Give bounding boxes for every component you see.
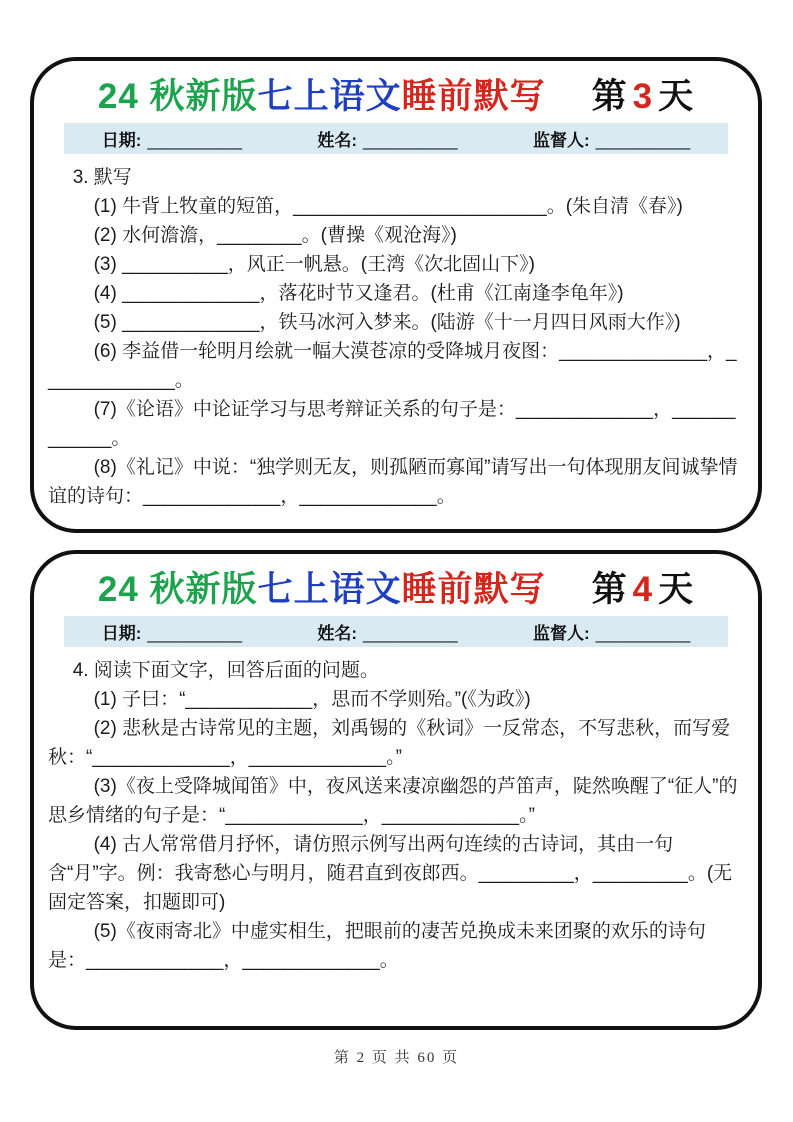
title-grade-subject: 七上语文 <box>257 77 402 116</box>
day-suffix: 天 <box>658 570 695 609</box>
question-item: (1) 牛背上牧童的短笛，________________________。(朱自清《春》) <box>93 196 683 217</box>
section-heading: 4. 阅读下面文字，回答后面的问题。 <box>72 660 379 681</box>
supervisor-label: 监督人: <box>533 624 590 643</box>
info-bar <box>64 616 728 647</box>
page-number: 第 2 页 共 60 页 <box>333 1050 460 1066</box>
title-grade-subject: 七上语文 <box>257 570 402 609</box>
date-blank: __________ <box>147 131 242 150</box>
date-label: 日期: <box>101 624 142 643</box>
question-item: (7)《论语》中论证学习与思考辩证关系的句子是：_____________，____________。 <box>48 399 736 449</box>
day-badge <box>592 69 695 119</box>
name-blank: __________ <box>363 131 458 150</box>
question-item: (2) 水何澹澹，________。(曹操《观沧海》) <box>93 225 457 246</box>
worksheet-card-day3 <box>30 57 762 533</box>
name-field <box>317 126 457 151</box>
supervisor-field <box>533 126 690 151</box>
question-item: (6) 李益借一轮明月绘就一幅大漠苍凉的受降城月夜图：______________，_____________。 <box>48 341 737 391</box>
date-field <box>102 126 242 151</box>
info-bar <box>64 123 728 154</box>
question-item: (3) __________，风正一帆悬。(王湾《次北固山下》) <box>93 254 535 275</box>
worksheet-card-day4 <box>30 550 762 1030</box>
question-item: (4) 古人常常借月抒怀，请仿照示例写出两句连续的古诗词，其由一句含“月”字。例：我寄愁心与明月，随君直到夜郎西。_________，_________。(无固定答案，扣题即可) <box>48 834 733 913</box>
day-suffix: 天 <box>658 77 695 116</box>
question-item: (5)《夜雨寄北》中虚实相生，把眼前的凄苦兑换成未来团聚的欢乐的诗句是：_____________，_____________。 <box>48 921 706 971</box>
day-number: 3 <box>632 77 654 116</box>
section-heading: 3. 默写 <box>72 167 132 188</box>
date-field <box>102 619 242 644</box>
question-item: (8)《礼记》中说：“独学则无友，则孤陋而寡闻”请写出一句体现朋友间诚挚情谊的诗句：_____________，_____________。 <box>48 457 738 507</box>
card-title <box>44 69 748 119</box>
title-edition: 24 秋新版 <box>97 77 258 116</box>
questions-day4 <box>34 647 758 975</box>
date-label: 日期: <box>101 131 142 150</box>
supervisor-label: 监督人: <box>533 131 590 150</box>
day-prefix: 第 <box>591 77 628 116</box>
name-label: 姓名: <box>317 624 358 643</box>
title-edition: 24 秋新版 <box>97 570 258 609</box>
supervisor-field <box>533 619 690 644</box>
card-title <box>44 562 748 612</box>
name-label: 姓名: <box>317 131 358 150</box>
question-item: (5) _____________，铁马冰河入梦来。(陆游《十一月四日风雨大作》) <box>93 312 681 333</box>
title-activity: 睡前默写 <box>401 77 546 116</box>
supervisor-blank: __________ <box>595 131 691 150</box>
name-field <box>317 619 457 644</box>
title-activity: 睡前默写 <box>401 570 546 609</box>
questions-day3 <box>34 154 758 511</box>
day-prefix: 第 <box>591 570 628 609</box>
question-item: (1) 子曰：“____________，思而不学则殆。”(《为政》) <box>93 689 531 710</box>
date-blank: __________ <box>147 624 242 643</box>
day-number: 4 <box>632 570 654 609</box>
question-item: (2) 悲秋是古诗常见的主题，刘禹锡的《秋词》一反常态，不写悲秋，而写爱秋：“_____________，_____________。” <box>48 718 731 768</box>
supervisor-blank: __________ <box>595 624 691 643</box>
question-item: (3)《夜上受降城闻笛》中，夜风送来凄凉幽怨的芦笛声，陡然唤醒了“征人”的思乡情绪的句子是：“_____________，_____________。” <box>48 776 738 826</box>
name-blank: __________ <box>363 624 458 643</box>
question-item: (4) _____________，落花时节又逢君。(杜甫《江南逢李龟年》) <box>93 283 624 304</box>
day-badge <box>592 562 695 612</box>
